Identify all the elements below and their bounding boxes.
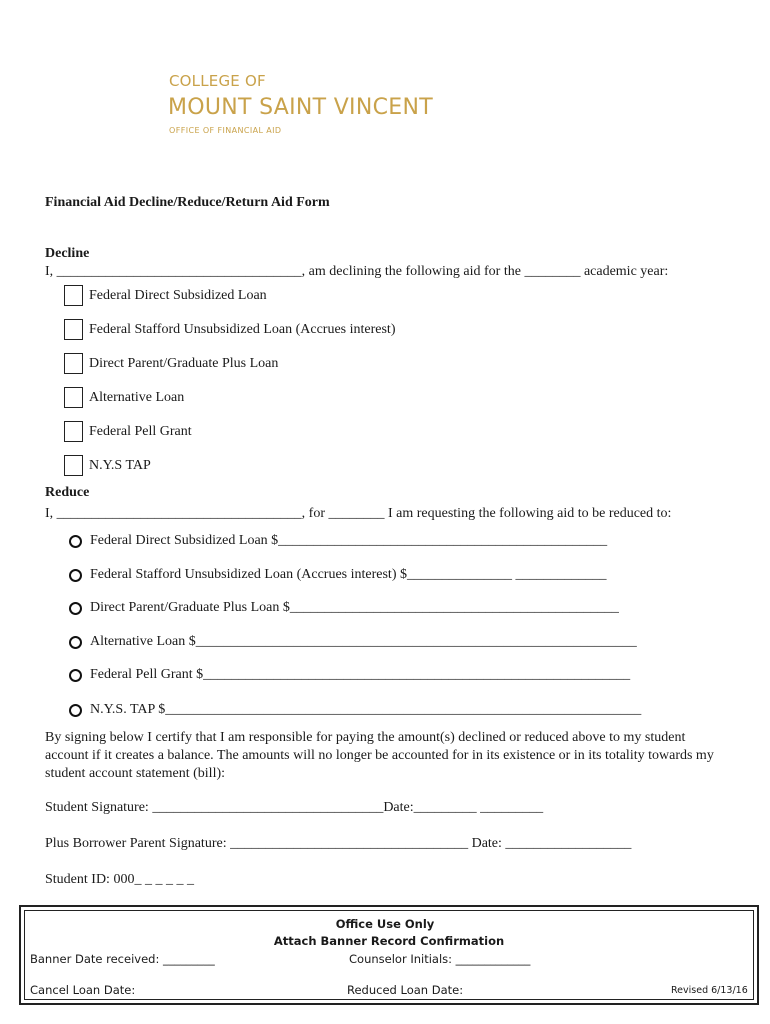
reduce-option-label: N.Y.S. TAP $____________________________________________________________________ (90, 702, 642, 717)
checkbox-icon[interactable] (64, 353, 83, 374)
office-use-subtitle: Attach Banner Record Confirmation (273, 934, 505, 948)
decline-option[interactable] (64, 455, 151, 476)
reduce-option[interactable] (69, 533, 607, 549)
reduce-option[interactable] (69, 567, 606, 583)
parent-signature-line[interactable]: Plus Borrower Parent Signature: __________________________________ Date: __________________ (45, 836, 632, 851)
checkbox-icon[interactable] (64, 387, 83, 408)
reduce-statement: I, ___________________________________, for ________ I am requesting the following aid to be reduced to: (45, 506, 672, 521)
decline-option-label: Alternative Loan (89, 389, 185, 405)
reduce-option-label: Federal Direct Subsidized Loan $_______________________________________________ (90, 533, 608, 548)
letterhead-college-name: MOUNT SAINT VINCENT (168, 95, 433, 120)
revision-date: Revised 6/13/16 (671, 985, 748, 996)
letterhead-college-of: COLLEGE OF (169, 72, 266, 90)
decline-statement: I, ___________________________________, am declining the following aid for the ________ academic year: (45, 264, 669, 279)
radio-icon[interactable] (69, 704, 82, 717)
decline-option-label: Federal Pell Grant (89, 423, 192, 439)
reduce-heading: Reduce (45, 485, 90, 500)
cancel-loan-date-field[interactable]: Cancel Loan Date: (30, 983, 136, 997)
counselor-initials-field[interactable]: Counselor Initials: _____________ (349, 952, 531, 966)
decline-option[interactable] (64, 319, 395, 340)
decline-option-label: Federal Direct Subsidized Loan (89, 287, 267, 303)
reduce-option-label: Alternative Loan $_______________________________________________________________ (90, 634, 637, 649)
certification-paragraph: By signing below I certify that I am responsible for paying the amount(s) declined or reduced above to my student account if it creates a balance. The amounts will no longer be accounted for in its existence or in its totality towards my student account statement (bill): (45, 730, 714, 781)
student-id-line[interactable]: Student ID: 000_ _ _ _ _ _ (45, 872, 194, 887)
radio-icon[interactable] (69, 602, 82, 615)
decline-option[interactable] (64, 285, 267, 306)
decline-option-label: Federal Stafford Unsubsidized Loan (Accrues interest) (89, 321, 396, 337)
reduce-option[interactable] (69, 634, 637, 650)
reduce-option[interactable] (69, 667, 630, 683)
decline-option[interactable] (64, 353, 278, 374)
letterhead-office: OFFICE OF FINANCIAL AID (169, 126, 282, 135)
form-title: Financial Aid Decline/Reduce/Return Aid Form (45, 195, 330, 210)
reduce-option-label: Direct Parent/Graduate Plus Loan $_______________________________________________ (90, 600, 619, 615)
decline-heading: Decline (45, 246, 90, 261)
radio-icon[interactable] (69, 569, 82, 582)
radio-icon[interactable] (69, 669, 82, 682)
decline-option-label: N.Y.S TAP (89, 457, 151, 473)
checkbox-icon[interactable] (64, 455, 83, 476)
decline-option-label: Direct Parent/Graduate Plus Loan (89, 355, 279, 371)
radio-icon[interactable] (69, 535, 82, 548)
reduce-option[interactable] (69, 702, 641, 718)
office-use-title: Office Use Only (335, 917, 435, 931)
checkbox-icon[interactable] (64, 421, 83, 442)
checkbox-icon[interactable] (64, 319, 83, 340)
reduce-option[interactable] (69, 600, 619, 616)
reduce-option-label: Federal Stafford Unsubsidized Loan (Accrues interest) $_______________ _____________ (90, 567, 607, 582)
student-signature-line[interactable]: Student Signature: _________________________________Date:_________ _________ (45, 800, 544, 815)
banner-date-field[interactable]: Banner Date received: _________ (30, 952, 215, 966)
decline-option[interactable] (64, 387, 184, 408)
reduce-option-label: Federal Pell Grant $_____________________________________________________________ (90, 667, 631, 682)
reduced-loan-date-field[interactable]: Reduced Loan Date: (347, 983, 464, 997)
checkbox-icon[interactable] (64, 285, 83, 306)
radio-icon[interactable] (69, 636, 82, 649)
decline-option[interactable] (64, 421, 192, 442)
